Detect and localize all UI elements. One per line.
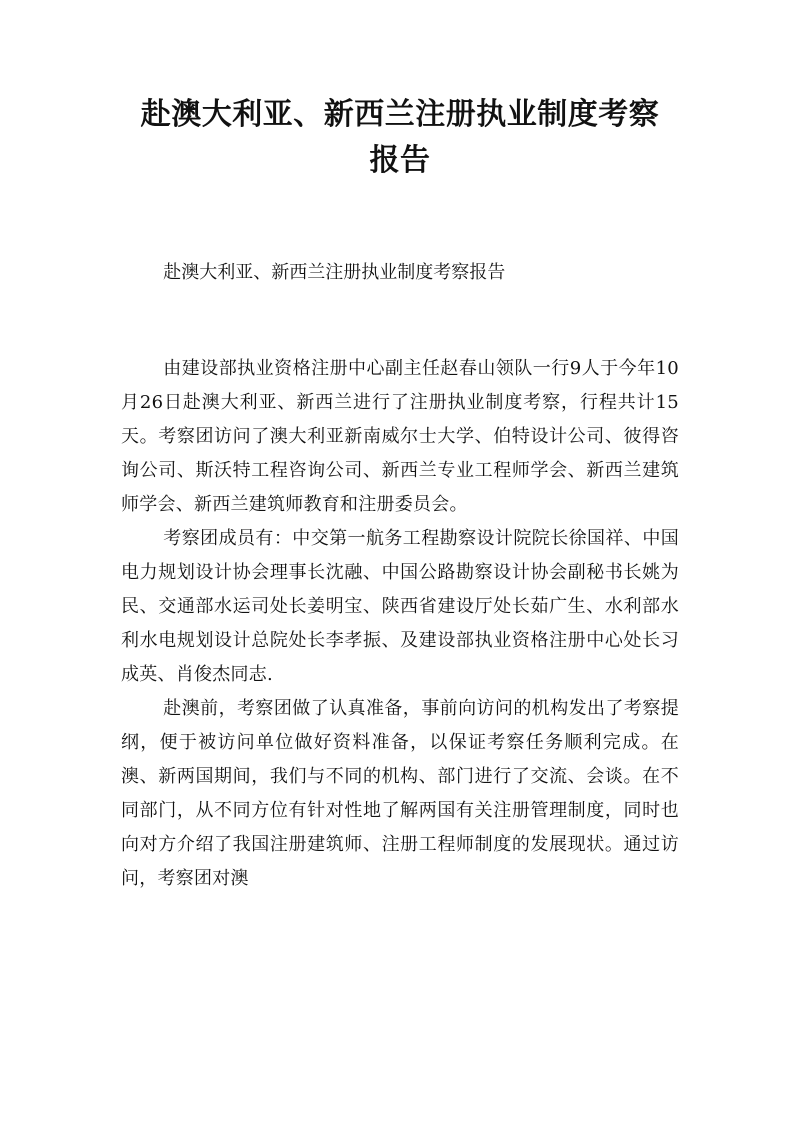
- body-paragraph-1: 由建设部执业资格注册中心副主任赵春山领队一行9人于今年10月26日赴澳大利亚、新西兰进行了注册执业制度考察，行程共计15天。考察团访问了澳大利亚新南威尔士大学、伯特设计公司、彼得咨询公司、斯沃特工程咨询公司、新西兰专业工程师学会、新西兰建筑师学会、新西兰建筑师教育和注册委员会。: [121, 358, 679, 515]
- document-title: [121, 92, 679, 184]
- document-title-line-1: 赴澳大利亚、新西兰注册执业制度考察: [140, 97, 660, 132]
- document-subtitle: 赴澳大利亚、新西兰注册执业制度考察报告: [163, 262, 506, 283]
- document-title-line-2: 报告: [369, 143, 431, 178]
- body-paragraph-2: 考察团成员有：中交第一航务工程勘察设计院院长徐国祥、中国电力规划设计协会理事长沈融、中国公路勘察设计协会副秘书长姚为民、交通部水运司处长姜明宝、陕西省建设厅处长茹广生、水利部水利水电规划设计总院处长李孝振、及建设部执业资格注册中心处长习成英、肖俊杰同志.: [121, 528, 679, 685]
- document-body: [121, 352, 679, 896]
- body-paragraph-3: 赴澳前，考察团做了认真准备，事前向访问的机构发出了考察提纲，便于被访问单位做好资料准备，以保证考察任务顺利完成。在澳、新两国期间，我们与不同的机构、部门进行了交流、会谈。在不同部门，从不同方位有针对性地了解两国有关注册管理制度，同时也向对方介绍了我国注册建筑师、注册工程师制度的发展现状。通过访问，考察团对澳: [121, 698, 679, 889]
